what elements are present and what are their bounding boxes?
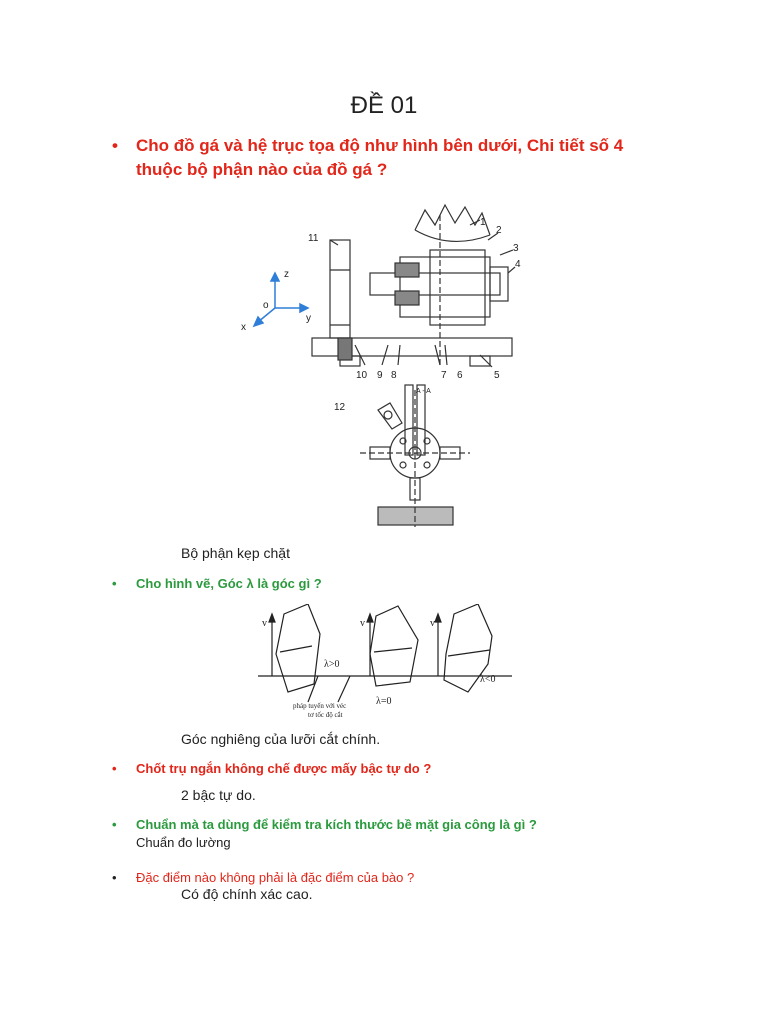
section-label: A - A xyxy=(416,388,431,395)
angle-label: λ<0 xyxy=(480,674,496,685)
tool-angle-figure xyxy=(258,604,512,720)
question-1-line-2: thuộc bộ phận nào của đồ gá ? xyxy=(136,160,388,179)
axis-o-label: o xyxy=(263,300,269,311)
question-1-line-1: Cho đồ gá và hệ trục tọa độ như hình bên dưới, Chi tiết số 4 xyxy=(136,136,624,155)
answer-1: Bộ phận kẹp chặt xyxy=(181,545,290,561)
axis-x-label: x xyxy=(241,322,246,333)
answer-4: Chuẩn đo lường xyxy=(136,835,231,850)
answer-2: Góc nghiêng của lưỡi cắt chính. xyxy=(181,731,381,747)
part-number: 2 xyxy=(496,225,502,236)
axis-z-label: z xyxy=(284,269,289,280)
normal-caption-line-2: tơ tốc độ cắt xyxy=(308,711,343,719)
part-number: 10 xyxy=(356,370,368,381)
part-number: 4 xyxy=(515,259,521,270)
axis-y-label: y xyxy=(306,313,311,324)
v-label: v xyxy=(430,618,435,629)
bullet: • xyxy=(112,576,117,591)
part-number: 7 xyxy=(441,370,447,381)
question-3-text: Chốt trụ ngắn không chế được mấy bậc tự do ? xyxy=(136,761,432,776)
normal-caption-line-1: pháp tuyến với véc xyxy=(293,702,347,710)
part-number: 9 xyxy=(377,370,383,381)
question-5-text: Đặc điểm nào không phải là đặc điểm của bào ? xyxy=(136,870,415,885)
page-title: ĐỀ 01 xyxy=(350,92,418,119)
part-number: 12 xyxy=(334,402,346,413)
answer-5: Có độ chính xác cao. xyxy=(181,886,313,902)
part-number: 5 xyxy=(494,370,500,381)
question-4-text: Chuẩn mà ta dùng để kiểm tra kích thước bề mặt gia công là gì ? xyxy=(136,817,537,832)
bullet: • xyxy=(112,817,117,832)
bullet: • xyxy=(112,870,117,885)
bullet: • xyxy=(112,136,118,155)
part-number: 11 xyxy=(308,233,319,244)
column xyxy=(330,240,350,338)
angle-label: λ=0 xyxy=(376,696,392,707)
jig-drawing-figure xyxy=(230,195,530,530)
v-label: v xyxy=(360,618,365,629)
question-2-text: Cho hình vẽ, Góc λ là góc gì ? xyxy=(136,576,322,591)
answer-3: 2 bậc tự do. xyxy=(181,787,256,803)
part-number: 3 xyxy=(513,243,519,254)
bullet: • xyxy=(112,761,117,776)
part-number: 6 xyxy=(457,370,463,381)
angle-label: λ>0 xyxy=(324,659,340,670)
v-label: v xyxy=(262,618,267,629)
part-number: 1 xyxy=(480,217,486,228)
part-number: 8 xyxy=(391,370,397,381)
